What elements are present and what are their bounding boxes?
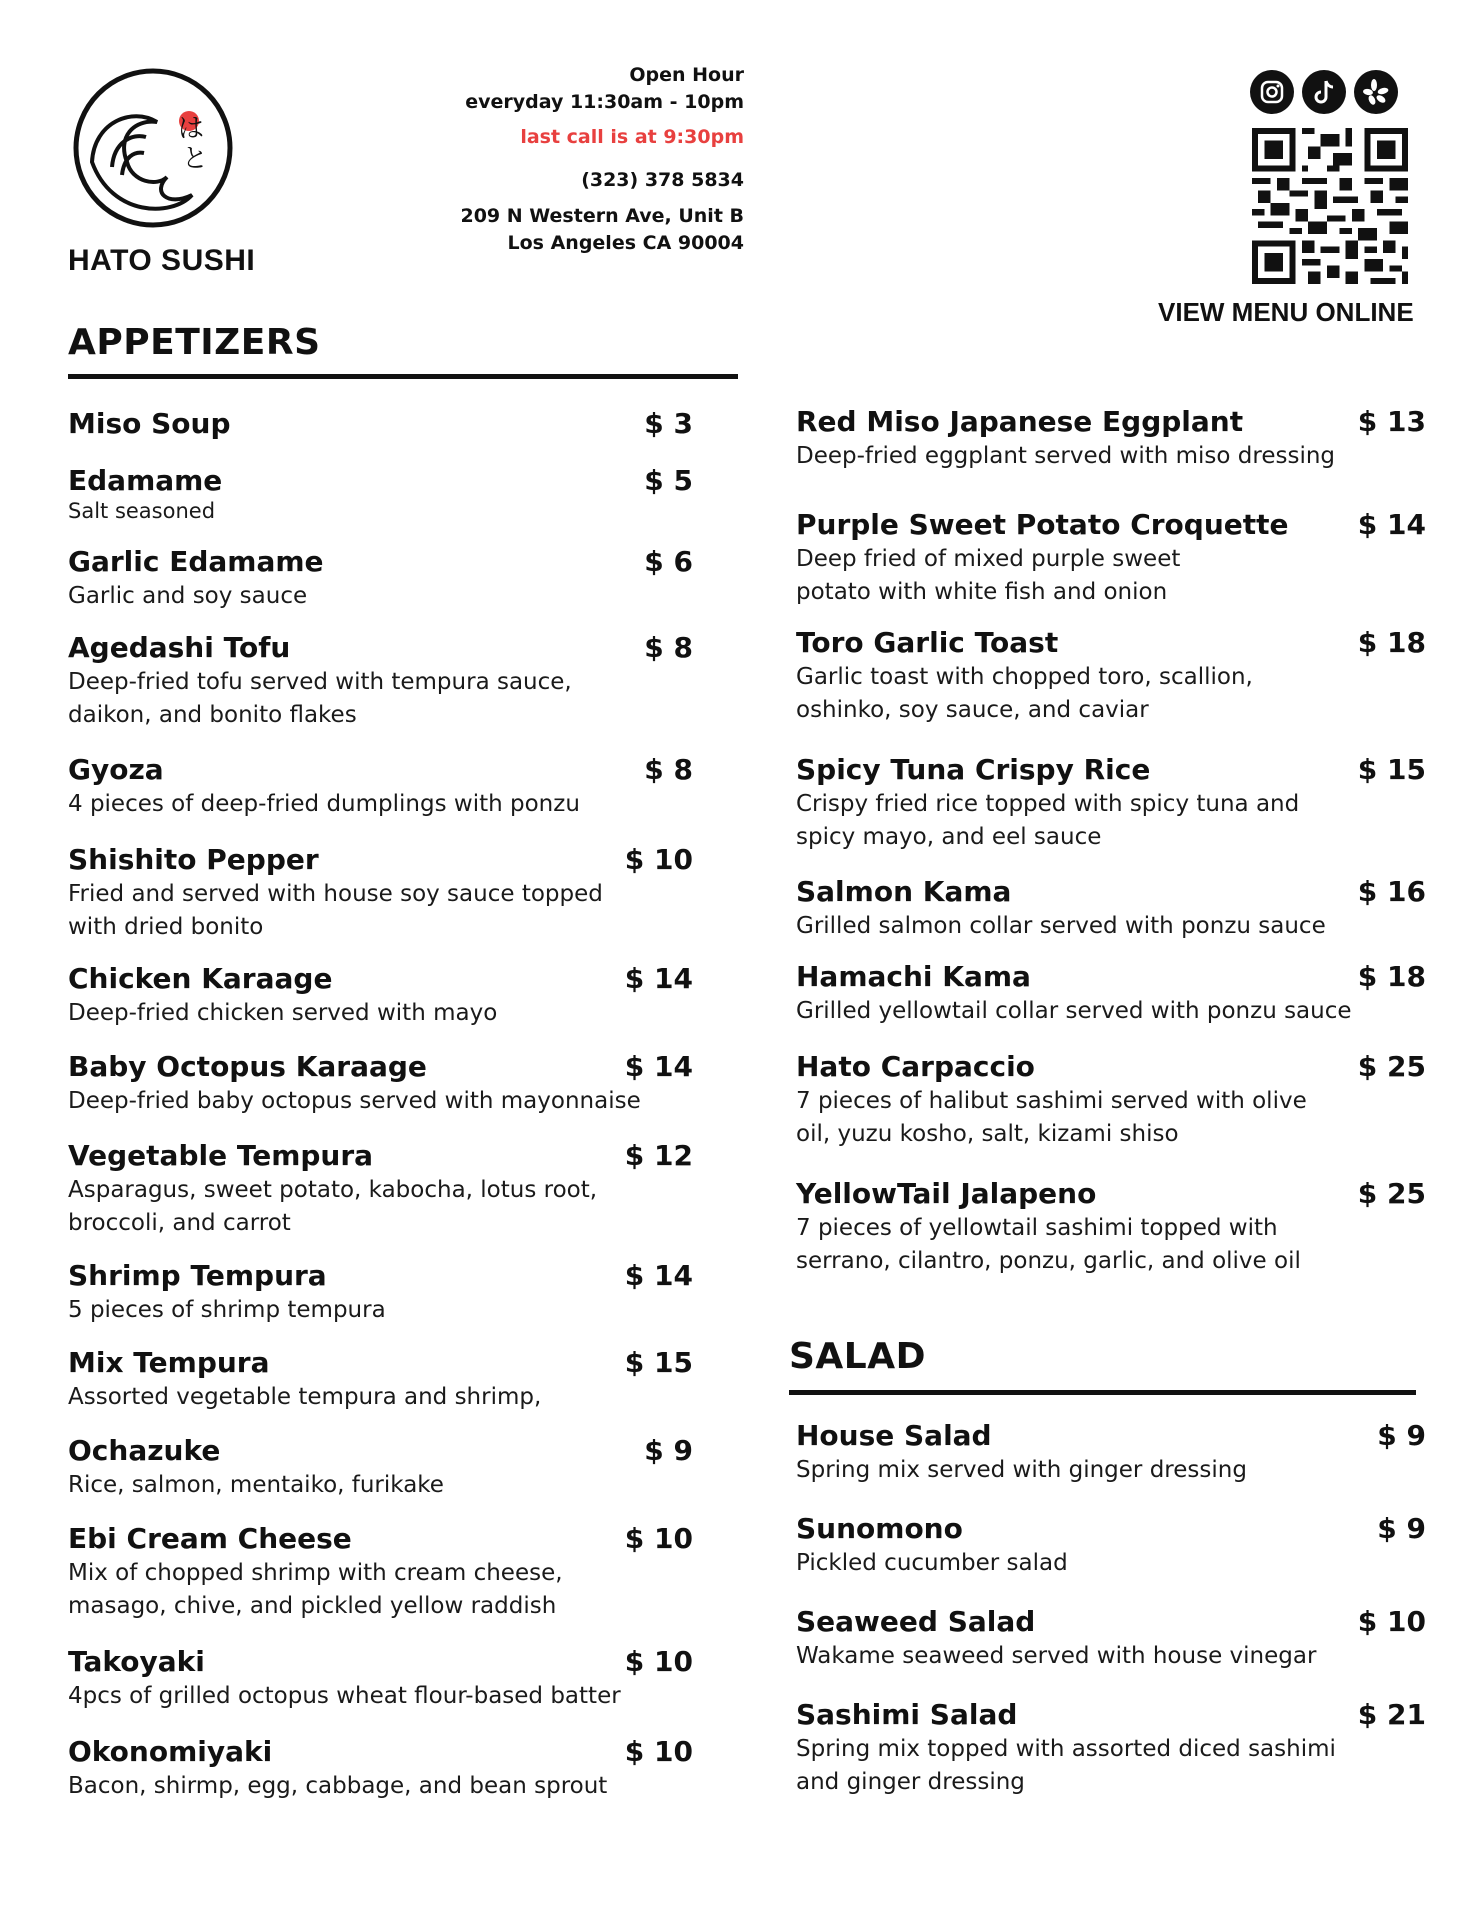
item-name: Edamame [68, 464, 223, 497]
appetizer-item [796, 1049, 1426, 1151]
open-hours: everyday 11:30am - 10pm [465, 91, 744, 113]
item-description: with dried bonito [68, 914, 264, 940]
item-description: oil, yuzu kosho, salt, kizami shiso [796, 1121, 1179, 1147]
item-price: $ 18 [1357, 960, 1426, 993]
item-name: Red Miso Japanese Eggplant [796, 405, 1244, 438]
appetizer-item [68, 406, 693, 442]
phone-number: (323) 378 5834 [581, 169, 744, 191]
item-price: $ 10 [624, 843, 693, 876]
item-description: Spring mix served with ginger dressing [796, 1457, 1247, 1483]
item-price: $ 25 [1357, 1177, 1426, 1210]
appetizer-item [68, 1644, 693, 1713]
item-price: $ 8 [644, 631, 693, 664]
item-name: Takoyaki [68, 1645, 205, 1678]
appetizer-item [68, 1258, 693, 1327]
item-description: masago, chive, and pickled yellow raddish [68, 1593, 557, 1619]
item-price: $ 14 [624, 962, 693, 995]
yelp-icon[interactable] [1354, 70, 1398, 114]
item-description: Grilled yellowtail collar served with ponzu sauce [796, 998, 1352, 1024]
item-description: Fried and served with house soy sauce topped [68, 881, 603, 907]
appetizer-item [796, 1176, 1426, 1278]
item-price: $ 10 [624, 1522, 693, 1555]
item-description: broccoli, and carrot [68, 1210, 291, 1236]
item-name: Baby Octopus Karaage [68, 1050, 427, 1083]
salad-title: SALAD [789, 1336, 926, 1377]
item-description: spicy mayo, and eel sauce [796, 824, 1102, 850]
appetizer-item [68, 1521, 693, 1623]
item-price: $ 9 [1377, 1419, 1426, 1452]
item-name: Vegetable Tempura [68, 1139, 374, 1172]
logo-glyph-to: と [182, 144, 209, 174]
item-description: Spring mix topped with assorted diced sashimi [796, 1736, 1336, 1762]
item-name: Sunomono [796, 1512, 963, 1545]
salad-item [796, 1418, 1426, 1487]
appetizer-item [68, 463, 693, 523]
item-description: Garlic and soy sauce [68, 583, 308, 609]
item-price: $ 3 [644, 407, 693, 440]
item-name: Toro Garlic Toast [796, 626, 1059, 659]
item-name: Sashimi Salad [796, 1698, 1018, 1731]
appetizers-title: APPETIZERS [68, 322, 321, 363]
salad-item [796, 1511, 1426, 1580]
item-price: $ 25 [1357, 1050, 1426, 1083]
item-description: serrano, cilantro, ponzu, garlic, and olive oil [796, 1248, 1301, 1274]
item-price: $ 12 [624, 1139, 693, 1172]
appetizer-item [68, 1734, 693, 1803]
salad-item [796, 1604, 1426, 1673]
item-description: Bacon, shirmp, egg, cabbage, and bean sprout [68, 1773, 608, 1799]
item-name: Chicken Karaage [68, 962, 333, 995]
appetizer-item [796, 625, 1426, 727]
appetizer-item [68, 1138, 693, 1240]
appetizer-item [68, 842, 693, 944]
item-price: $ 14 [1357, 508, 1426, 541]
appetizer-item [68, 1433, 693, 1502]
address-line-2: Los Angeles CA 90004 [507, 232, 744, 254]
item-description: 7 pieces of yellowtail sashimi topped with [796, 1215, 1278, 1241]
item-name: Ochazuke [68, 1434, 221, 1467]
item-name: House Salad [796, 1419, 992, 1452]
item-description: 4pcs of grilled octopus wheat flour-based batter [68, 1683, 621, 1709]
qr-code[interactable] [1252, 128, 1408, 284]
item-name: Okonomiyaki [68, 1735, 273, 1768]
appetizer-item [796, 404, 1426, 473]
item-description: oshinko, soy sauce, and caviar [796, 697, 1149, 723]
item-price: $ 10 [624, 1735, 693, 1768]
appetizer-item [68, 1345, 693, 1414]
item-description: 4 pieces of deep-fried dumplings with ponzu [68, 791, 580, 817]
item-price: $ 15 [624, 1346, 693, 1379]
item-description: 7 pieces of halibut sashimi served with olive [796, 1088, 1307, 1114]
view-menu-online-label[interactable]: VIEW MENU ONLINE [1158, 297, 1414, 327]
item-name: Agedashi Tofu [68, 631, 291, 664]
last-call: last call is at 9:30pm [520, 126, 744, 148]
item-price: $ 13 [1357, 405, 1426, 438]
open-hour-label: Open Hour [629, 64, 744, 86]
item-price: $ 18 [1357, 626, 1426, 659]
appetizer-item [68, 1049, 693, 1118]
item-name: Miso Soup [68, 407, 231, 440]
address-line-1: 209 N Western Ave, Unit B [460, 205, 744, 227]
item-price: $ 21 [1357, 1698, 1426, 1731]
appetizer-item [796, 874, 1426, 943]
brand-name: HATO SUSHI [68, 244, 256, 277]
appetizer-item [68, 752, 693, 821]
item-name: Purple Sweet Potato Croquette [796, 508, 1289, 541]
social-icons [1250, 70, 1398, 114]
appetizer-item [796, 752, 1426, 854]
item-name: Salmon Kama [796, 875, 1012, 908]
item-price: $ 5 [644, 464, 693, 497]
item-description: Assorted vegetable tempura and shrimp, [68, 1384, 542, 1410]
item-name: Hato Carpaccio [796, 1050, 1035, 1083]
item-name: Garlic Edamame [68, 545, 324, 578]
restaurant-info [344, 62, 744, 257]
item-description: Deep-fried eggplant served with miso dressing [796, 443, 1336, 469]
salad-item [796, 1697, 1426, 1799]
item-description: Deep-fried chicken served with mayo [68, 1000, 498, 1026]
item-name: Shishito Pepper [68, 843, 319, 876]
appetizer-item [68, 961, 693, 1030]
item-name: Mix Tempura [68, 1346, 270, 1379]
item-description: Pickled cucumber salad [796, 1550, 1068, 1576]
item-description: Deep fried of mixed purple sweet [796, 546, 1181, 572]
item-description: Deep-fried tofu served with tempura sauce, [68, 669, 572, 695]
item-name: Ebi Cream Cheese [68, 1522, 352, 1555]
appetizers-divider [68, 374, 738, 379]
item-price: $ 10 [624, 1645, 693, 1678]
item-price: $ 10 [1357, 1605, 1426, 1638]
item-price: $ 8 [644, 753, 693, 786]
item-price: $ 14 [624, 1259, 693, 1292]
item-name: Seaweed Salad [796, 1605, 1036, 1638]
item-price: $ 15 [1357, 753, 1426, 786]
item-price: $ 6 [644, 545, 693, 578]
appetizer-item [796, 507, 1426, 609]
item-description: Grilled salmon collar served with ponzu sauce [796, 913, 1326, 939]
item-name: Spicy Tuna Crispy Rice [796, 753, 1151, 786]
hato-sushi-logo [72, 67, 234, 229]
item-description: potato with white fish and onion [796, 579, 1168, 605]
item-name: Shrimp Tempura [68, 1259, 327, 1292]
item-description: Wakame seaweed served with house vinegar [796, 1643, 1317, 1669]
item-price: $ 9 [644, 1434, 693, 1467]
item-name: Gyoza [68, 753, 164, 786]
instagram-icon[interactable] [1250, 70, 1294, 114]
logo-glyph-ha: は [178, 114, 205, 144]
item-price: $ 16 [1357, 875, 1426, 908]
appetizer-item [796, 959, 1426, 1028]
item-description: and ginger dressing [796, 1769, 1025, 1795]
item-description: Rice, salmon, mentaiko, furikake [68, 1472, 444, 1498]
item-price: $ 14 [624, 1050, 693, 1083]
item-description: Crispy fried rice topped with spicy tuna and [796, 791, 1300, 817]
item-description: Mix of chopped shrimp with cream cheese, [68, 1560, 563, 1586]
item-description: Salt seasoned [68, 499, 216, 523]
appetizer-item [68, 544, 693, 613]
appetizer-item [68, 630, 693, 732]
item-name: YellowTail Jalapeno [796, 1177, 1097, 1210]
item-description: Garlic toast with chopped toro, scallion, [796, 664, 1253, 690]
item-price: $ 9 [1377, 1512, 1426, 1545]
item-description: daikon, and bonito flakes [68, 702, 357, 728]
item-name: Hamachi Kama [796, 960, 1031, 993]
item-description: 5 pieces of shrimp tempura [68, 1297, 386, 1323]
item-description: Asparagus, sweet potato, kabocha, lotus root, [68, 1177, 598, 1203]
salad-divider [789, 1390, 1416, 1395]
item-description: Deep-fried baby octopus served with mayonnaise [68, 1088, 641, 1114]
tiktok-icon[interactable] [1302, 70, 1346, 114]
